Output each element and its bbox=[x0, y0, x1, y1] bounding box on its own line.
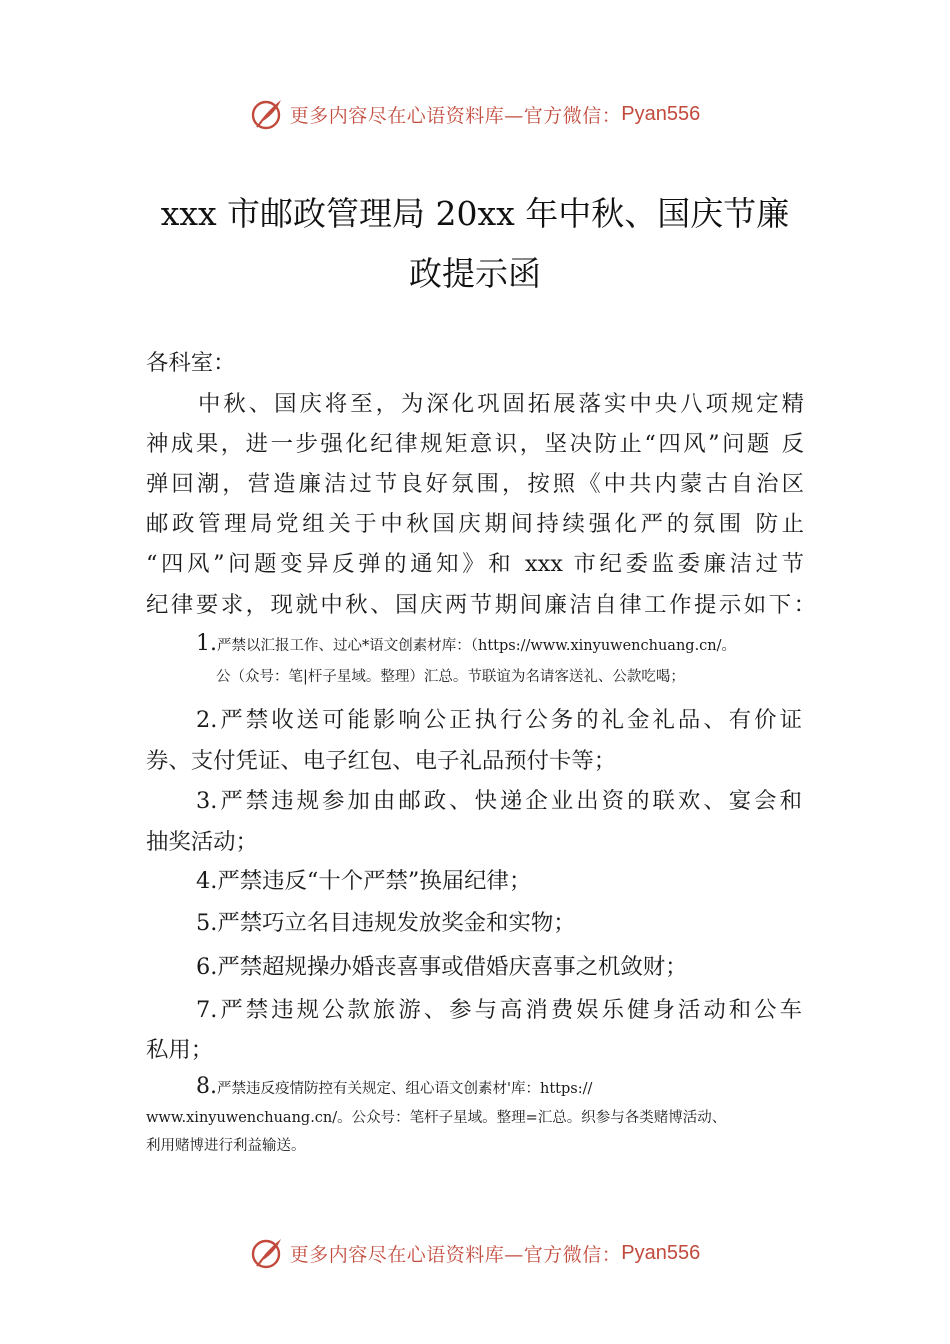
item-3-line-2: 抽奖活动； bbox=[146, 829, 258, 855]
footer-banner bbox=[0, 1233, 950, 1273]
item-4: 4.严禁违反“十个严禁”换届纪律； bbox=[196, 868, 532, 894]
item-5: 5.严禁巧立名目违规发放奖金和实物； bbox=[196, 910, 576, 936]
item-7-line-1: 7.严禁违规公款旅游、参与高消费娱乐健身活动和公车 bbox=[196, 997, 802, 1023]
intro-line-5: “四风”问题变异反弹的通知》和 xxx 市纪委监委廉洁过节 bbox=[146, 551, 804, 577]
item-8-line-2: www.xinyuwenchuang.cn/。公众号：笔杆子星域。整理=汇总。织参与各类赌博活动、 bbox=[146, 1110, 727, 1126]
item-6: 6.严禁超规操办婚丧喜事或借婚庆喜事之机敛财； bbox=[196, 954, 688, 980]
intro-line-1: 中秋、国庆将至，为深化巩固拓展落实中央八项规定精 bbox=[198, 391, 804, 417]
item-8-line-1 bbox=[196, 1076, 592, 1100]
salutation: 各科室： bbox=[146, 350, 236, 376]
banner-wechat-id: Pyan556 bbox=[621, 1241, 701, 1264]
banner-text: 更多内容尽在心语资料库—官方微信： bbox=[289, 1243, 622, 1266]
banner-text: 更多内容尽在心语资料库—官方微信： bbox=[289, 104, 622, 127]
item-2-line-2: 券、支付凭证、电子红包、电子礼品预付卡等； bbox=[146, 748, 617, 774]
document-title-line-2: 政提示函 bbox=[409, 254, 541, 293]
item-8-number: 8. bbox=[196, 1074, 217, 1099]
item-1-text-1: 严禁以汇报工作、过心*语文创素材库：（https://www.xinyuwenchuang.cn/。 bbox=[217, 638, 737, 654]
item-1-line-1 bbox=[196, 633, 736, 657]
intro-line-2: 神成果，进一步强化纪律规矩意识，坚决防止“四风”问题 反 bbox=[146, 431, 804, 457]
item-2-line-1: 2.严禁收送可能影响公正执行公务的礼金礼品、有价证 bbox=[196, 707, 802, 733]
quill-logo-icon bbox=[250, 1235, 286, 1271]
banner-wechat-id: Pyan556 bbox=[621, 102, 701, 125]
intro-line-3: 弹回潮，营造廉洁过节良好氛围，按照《中共内蒙古自治区 bbox=[146, 471, 804, 497]
item-8-line-3: 利用赌博进行利益输送。 bbox=[146, 1138, 306, 1154]
document-title-line-1: xxx 市邮政管理局 20xx 年中秋、国庆节廉 bbox=[160, 194, 790, 233]
intro-line-4: 邮政管理局党组关于中秋国庆期间持续强化严的氛围 防止 bbox=[146, 511, 804, 537]
item-7-line-2: 私用； bbox=[146, 1037, 214, 1063]
quill-logo-icon bbox=[250, 96, 286, 132]
header-banner bbox=[0, 94, 950, 134]
item-1-number: 1. bbox=[196, 631, 217, 656]
item-8-text-1: 严禁违反疫情防控有关规定、组心语文创素材'库：https:// bbox=[217, 1081, 593, 1097]
item-1-line-2: 公（众号：笔|杆子星域。整理）汇总。节联谊为名请客送礼、公款吃喝； bbox=[216, 669, 685, 685]
intro-line-6: 纪律要求，现就中秋、国庆两节期间廉洁自律工作提示如下： bbox=[146, 592, 816, 618]
item-3-line-1: 3.严禁违规参加由邮政、快递企业出资的联欢、宴会和 bbox=[196, 788, 802, 814]
